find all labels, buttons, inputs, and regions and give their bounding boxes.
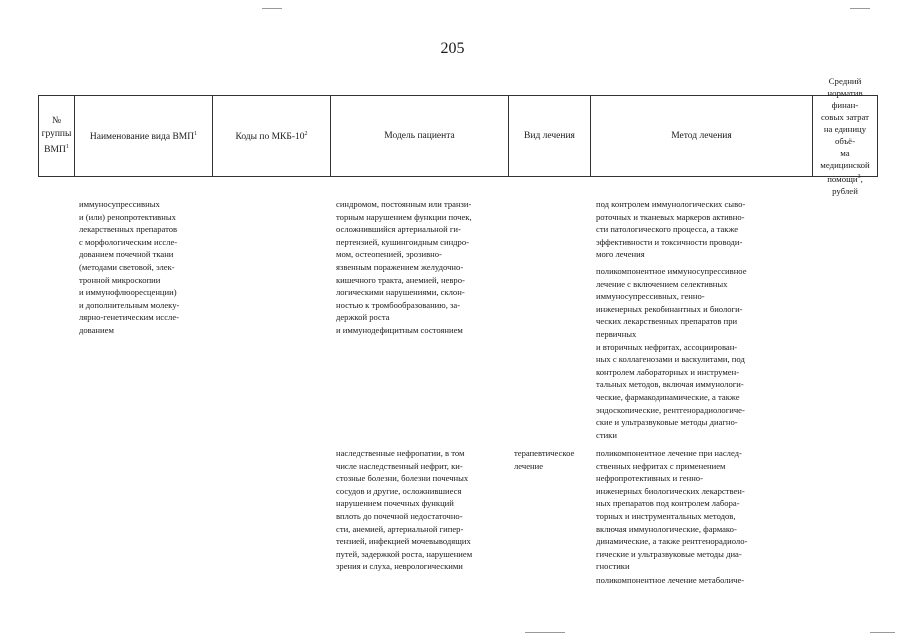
header-icd-codes <box>212 96 330 176</box>
header-average-cost-text: Средний норматив финан- совых затрат на единицу объё- ма медицинской помощи <box>820 76 870 184</box>
treatment-method-cell-2: поликомпонентное иммуносупрессивное лечение с включением селективных иммуносупрессивных, генно- инженерных рекобинантных и биологи- ческих лекарственных препаратов при первичных и вторичных нефритах, ассоциирован- ных с коллагенозами и васкулитами, под контролем лабораторных и инструмен- тальных методов, включая иммунологи- ческие, фармакодинамические, а также эндоскопические, рентгенорадиологиче- ские и ультразвуковые методы диагно- стики <box>596 266 747 440</box>
header-average-cost <box>812 76 878 196</box>
header-vmp-name-text: Наименование вида ВМП <box>89 132 195 143</box>
scan-mark <box>262 8 282 9</box>
header-patient-model <box>330 96 508 176</box>
header-group-number-footnote: 1 <box>65 143 69 150</box>
header-treatment-type-text: Вид лечения <box>524 130 575 141</box>
treatment-type-cell-2: терапевтическое лечение <box>514 448 575 471</box>
patient-model-cell-2: наследственные нефропатии, в том числе наследственный нефрит, ки- стозные болезни, болезни почечных сосудов и другие, осложнившиеся нарушением почечных функций вплоть до почечной недостаточно- сти, анемией, артериальной гипер- тензией, инфекцией мочевыводящих путей, задержкой роста, нарушением зрения и слуха, неврологическими <box>336 448 473 572</box>
treatment-method-cell-1: под контролем иммунологических сыво- роточных и тканевых маркеров активно- сти патологического процесса, а также эффективности и токсичности проводи- мого лечения <box>596 199 746 260</box>
header-treatment-method <box>590 96 812 176</box>
scan-mark <box>870 632 895 633</box>
header-average-cost-unit: , рублей <box>832 173 863 196</box>
page-number: 205 <box>440 40 465 57</box>
scan-mark <box>850 8 870 9</box>
header-patient-model-text: Модель пациента <box>384 130 455 141</box>
scan-mark <box>525 632 565 633</box>
header-group-number-text: № группы ВМП <box>41 115 72 156</box>
header-icd-codes-footnote: 2 <box>304 130 308 137</box>
treatment-method-cell-3: поликомпонентное лечение при наслед- ственных нефритах с применением нефропротективных и генно- инженерных биологических лекарствен- ных препаратов под контролем лабора- торных и инструментальных методов, включая иммунологические, фармако- динамические, а также рентгенорадиоло- гические и ультразвуковые методы диа- гностики <box>596 448 748 572</box>
patient-model-cell-1: синдромом, постоянным или транзи- торным нарушением функции почек, осложнившийся артериальной ги- пертензией, кушингоидным синдро- мом, остеопенией, эрозивно- язвенным поражением желудочно- кишечного тракта, анемией, невро- логическими нарушениями, склон- ностью к тромбообразованию, за- держкой роста и иммунодефицитным состоянием <box>336 199 472 335</box>
header-treatment-type <box>508 96 590 176</box>
header-vmp-name-footnote: 1 <box>194 130 198 137</box>
header-group-number <box>38 96 74 176</box>
vmp-name-cell: иммуносупрессивных и (или) ренопротективных лекарственных препаратов с морфологическим иссле- дованием почечной ткани (методами световой, элек- тронной микроскопии и иммунофлюоресценции) и дополнительным молеку- лярно-генетическим иссле- дованием <box>79 199 180 335</box>
header-average-cost-footnote: 3 <box>857 174 861 181</box>
treatment-method-cell-4: поликомпонентное лечение метаболиче- <box>596 575 745 585</box>
header-icd-codes-text: Коды по МКБ-10 <box>235 132 305 143</box>
table-header <box>38 76 878 196</box>
header-treatment-method-text: Метод лечения <box>671 130 732 141</box>
header-vmp-name <box>74 96 212 176</box>
